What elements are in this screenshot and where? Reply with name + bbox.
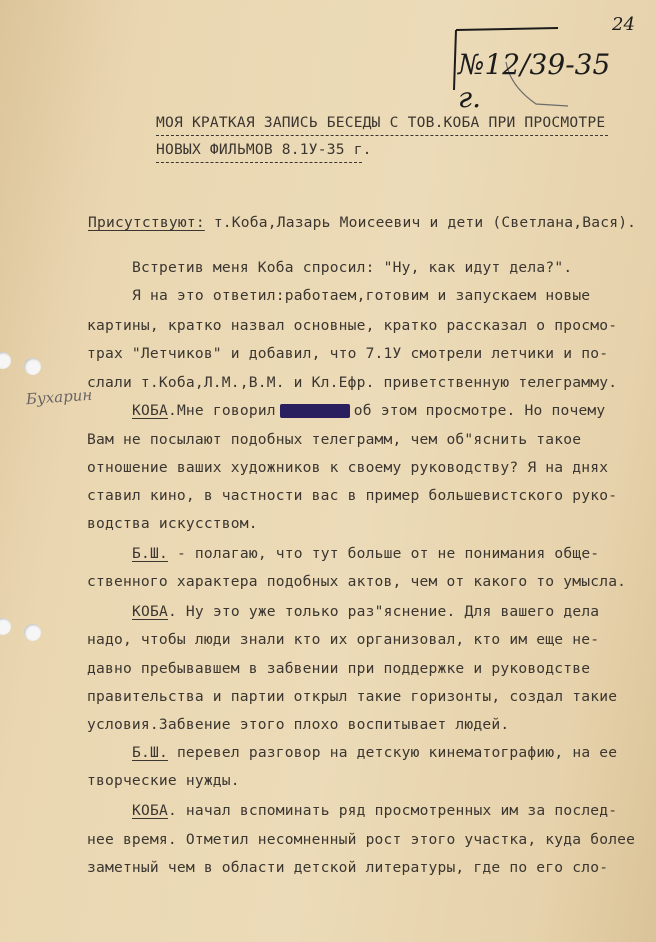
body-line: слали т.Коба,Л.М.,В.М. и Кл.Ефр. приветственную телеграмму. xyxy=(87,374,618,391)
body-line: об этом просмотре. Но почему xyxy=(353,402,606,419)
punch-hole xyxy=(0,352,11,369)
margin-note: Бухарин xyxy=(25,385,93,409)
body-line: правительства и партии открыл такие горизонты, создал такие xyxy=(87,688,618,705)
body-line: - полагаю, что тут больше от не понимания обще- xyxy=(167,545,600,562)
koba-says: .Мне говорил xyxy=(167,402,276,419)
page-number: 24 xyxy=(612,14,635,35)
koba-line-3 xyxy=(132,802,617,820)
body-line: ставил кино, в частности вас в пример большевистского руко- xyxy=(87,487,618,504)
redaction-mark xyxy=(280,404,350,418)
title-line-2: НОВЫХ ФИЛЬМОВ 8.1У-35 г. xyxy=(156,141,372,158)
body-line: Вам не посылают подобных телеграмм, чем об"яснить такое xyxy=(87,431,582,448)
body-line: заметный чем в области детской литературы, где по его сло- xyxy=(87,859,609,876)
speaker-koba: КОБА xyxy=(132,603,168,620)
bsh-line-2 xyxy=(132,744,617,762)
body-line: нее время. Отметил несомненный рост этого участка, куда более xyxy=(87,831,636,848)
speaker-bsh: Б.Ш. xyxy=(132,545,168,562)
punch-hole xyxy=(24,624,41,641)
attendees-text: т.Коба,Лазарь Моисеевич и дети (Светлана,Вася). xyxy=(204,214,637,231)
archive-stamp xyxy=(448,26,638,116)
speaker-koba: КОБА xyxy=(132,802,168,819)
body-line: творческие нужды. xyxy=(87,772,240,789)
body-line: . начал вспоминать ряд просмотренных им за послед- xyxy=(167,802,618,819)
punch-hole xyxy=(0,618,11,635)
punch-hole xyxy=(24,358,41,375)
body-line: трах "Летчиков" и добавил, что 7.1У смотрели летчики и по- xyxy=(87,345,609,362)
title-underline-2 xyxy=(156,162,362,163)
body-line: надо, чтобы люди знали кто их организовал, кто им еще не- xyxy=(87,631,600,648)
koba-line-1 xyxy=(132,402,605,420)
attendees-label: Присутствуют: xyxy=(88,214,205,231)
body-line: . Ну это уже только раз"яснение. Для вашего дела xyxy=(167,603,600,620)
body-line: перевел разговор на детскую кинематографию, на ее xyxy=(167,744,618,761)
body-line: отношение ваших художников к своему руководству? Я на днях xyxy=(87,459,609,476)
body-line: Встретив меня Коба спросил: "Ну, как идут дела?". xyxy=(132,259,573,276)
bsh-line-1 xyxy=(132,545,599,563)
archive-number: №12/39-35 г. xyxy=(458,48,611,114)
body-line: Я на это ответил:работаем,готовим и запускаем новые xyxy=(132,287,591,304)
koba-line-2 xyxy=(132,603,599,621)
body-line: водства искусством. xyxy=(87,515,258,532)
title-underline-1 xyxy=(156,135,608,136)
body-line: ственного характера подобных актов, чем от какого то умысла. xyxy=(87,573,627,590)
body-line: давно пребывавшем в забвении при поддержке и руководстве xyxy=(87,660,591,677)
speaker-koba: КОБА xyxy=(132,402,168,419)
attendees-line xyxy=(88,214,636,232)
speaker-bsh: Б.Ш. xyxy=(132,744,168,761)
body-line: условия.Забвение этого плохо воспитывает людей. xyxy=(87,716,510,733)
body-line: картины, кратко назвал основные, кратко рассказал о просмо- xyxy=(87,317,618,334)
title-line-1: МОЯ КРАТКАЯ ЗАПИСЬ БЕСЕДЫ С ТОВ.КОБА ПРИ ПРОСМОТРЕ xyxy=(156,114,606,131)
